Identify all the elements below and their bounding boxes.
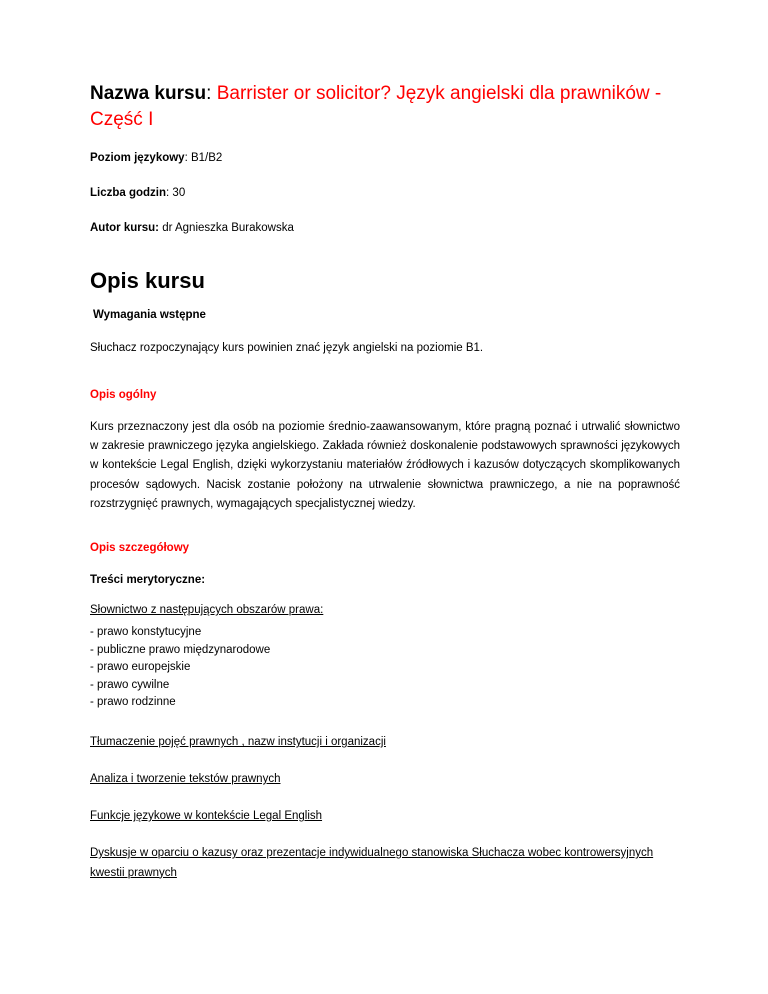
meta-author [90,221,294,236]
meta-label: Liczba godzin [90,187,167,199]
general-text: Kurs przeznaczony jest dla osób na poziomie średnio-zaawansowanym, które pragną poznać i utrwalić słownictwo w zakresie prawniczego języka angielskiego. Zakłada również doskonalenie podstawowych sprawności językowych w kontekście Legal English, dzięki wykorzystaniu materiałów źródłowych i kazusów dotyczących skomplikowanych procesów sądowych. Nacisk zostanie położony na utrwalenie słownictwa prawniczego, a nie na poprawność rozstrzygnięć prawnych, wymagających specjalistycznej wiedzy. [90,421,680,510]
description-heading: Opis kursu [90,268,205,293]
meta-label: Autor kursu: [90,222,159,234]
course-title-separator: : [206,83,217,104]
requirements-text: Słuchacz rozpoczynający kurs powinien znać język angielski na poziomie B1. [90,342,484,354]
law-areas-list [90,624,270,712]
course-title [90,81,680,133]
meta-language-level [90,151,222,166]
meta-value: dr Agnieszka Burakowska [162,222,294,234]
list-item: - prawo konstytucyjne [90,626,202,638]
list-item: - prawo cywilne [90,678,170,691]
vocab-heading: Słownictwo z następujących obszarów prawa: [90,604,324,616]
topic-translation: Tłumaczenie pojęć prawnych , nazw instytucji i organizacji [90,736,386,748]
topic-discussions: Dyskusje w oparciu o kazusy oraz prezentacje indywidualnego stanowiska Słuchacza wobec kontrowersyjnych kwestii prawnych [90,847,654,879]
course-title-label: Nazwa kursu [90,83,207,104]
list-item: - prawo rodzinne [90,696,176,709]
meta-label: Poziom językowy [90,152,185,164]
requirements-heading: Wymagania wstępne [93,309,206,321]
list-item: - publiczne prawo międzynarodowe [90,643,271,656]
meta-hours [90,186,185,201]
topic-analysis: Analiza i tworzenie tekstów prawnych [90,773,281,785]
general-heading: Opis ogólny [90,389,157,401]
meta-value: 30 [172,187,186,199]
meta-value: B1/B2 [190,152,223,164]
detailed-heading: Opis szczegółowy [90,542,190,554]
meta-separator: : [184,152,191,164]
list-item: - prawo europejskie [90,661,191,674]
course-title-value: Barrister or solicitor? Język angielski dla prawników - Część I [90,83,662,130]
topic-functions: Funkcje językowe w kontekście Legal English [90,810,323,822]
content-heading: Treści merytoryczne: [90,574,206,586]
meta-separator: : [166,187,173,199]
